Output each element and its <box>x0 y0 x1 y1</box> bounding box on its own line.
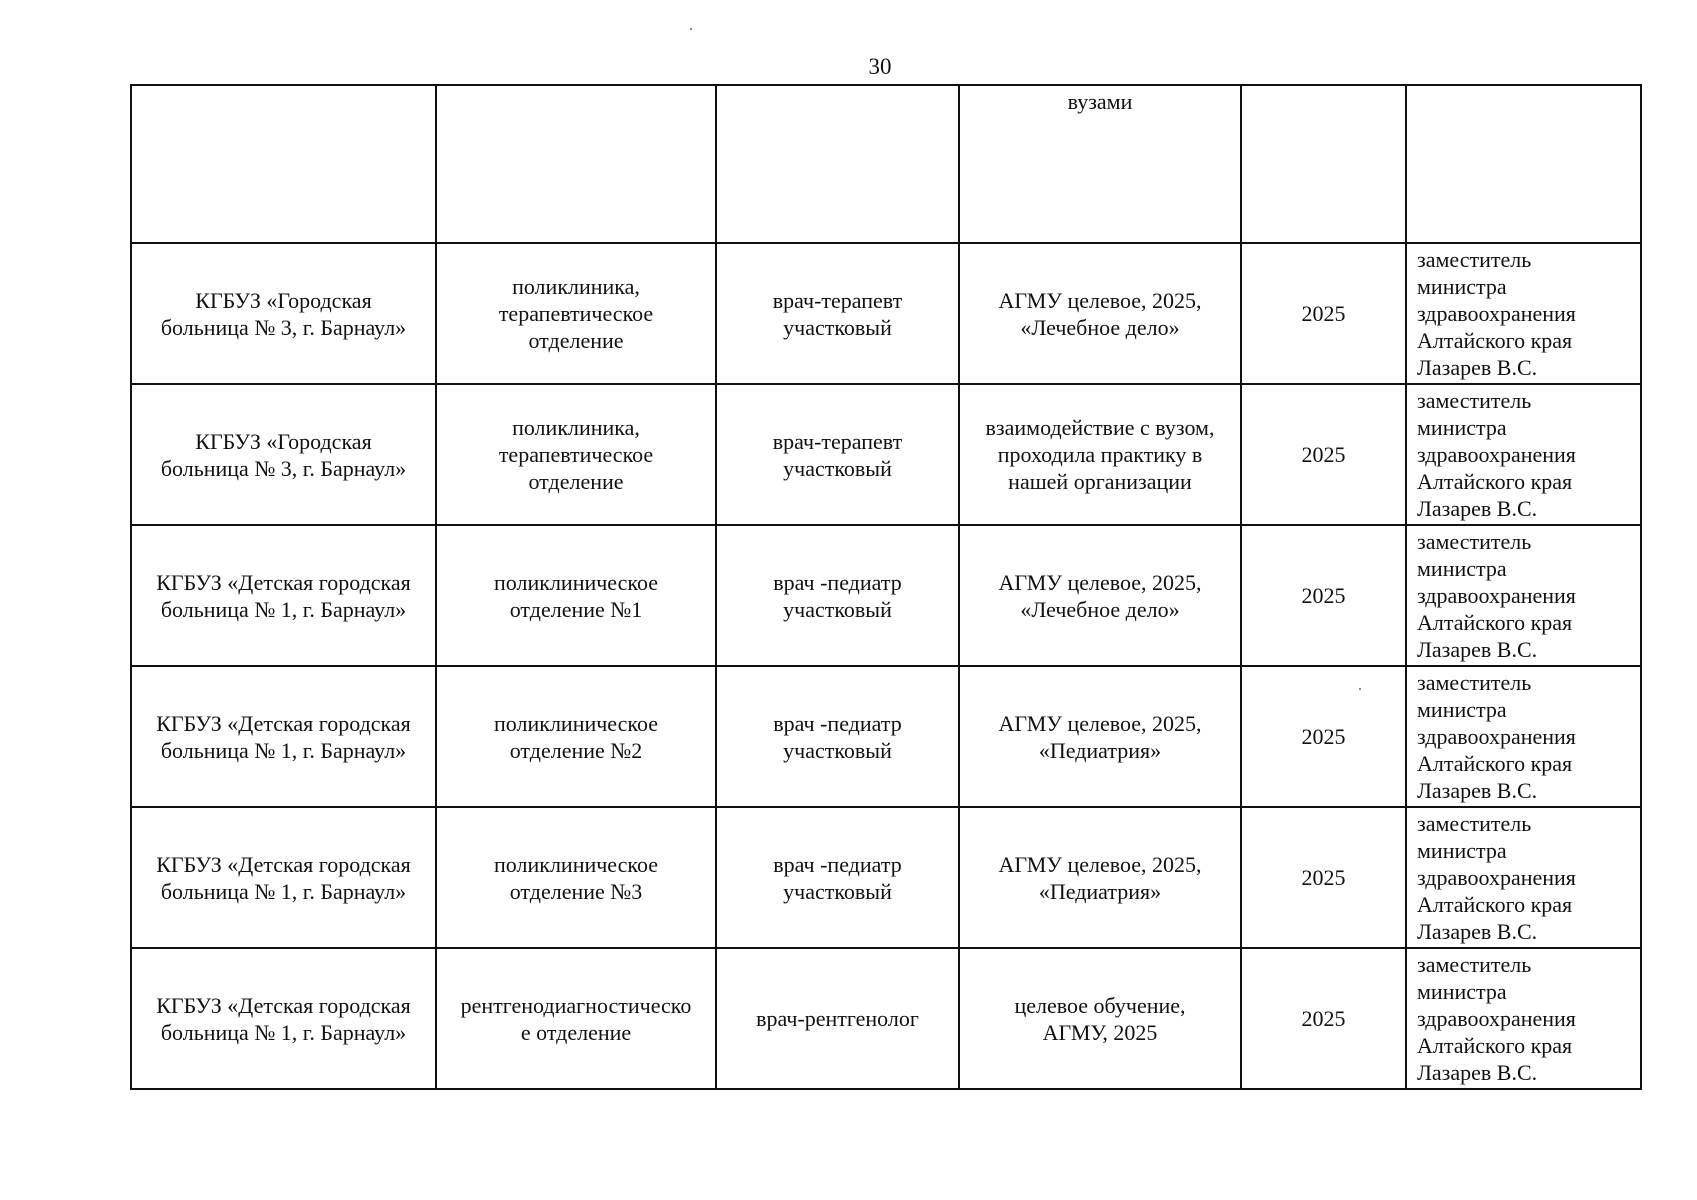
responsible-cell: заместитель министра здравоохранения Алтайского края Лазарев В.С. <box>1406 243 1641 384</box>
position-cell: врач -педиатр участковый <box>716 666 959 807</box>
position-cell: врач-терапевт участковый <box>716 243 959 384</box>
year-cell: 2025 <box>1241 948 1406 1089</box>
table-row <box>131 384 1641 525</box>
continuation-row <box>131 85 1641 243</box>
department-cell: рентгенодиагностическо е отделение <box>436 948 716 1089</box>
table-cell <box>716 85 959 243</box>
position-cell: врач -педиатр участковый <box>716 525 959 666</box>
organization-cell: КГБУЗ «Городская больница № 3, г. Барнаул» <box>131 384 436 525</box>
table-row <box>131 807 1641 948</box>
table-cell <box>436 85 716 243</box>
department-cell: поликлиника, терапевтическое отделение <box>436 384 716 525</box>
source-cell: взаимодействие с вузом, проходила практику в нашей организации <box>959 384 1241 525</box>
department-cell: поликлиническое отделение №2 <box>436 666 716 807</box>
organization-cell: КГБУЗ «Детская городская больница № 1, г. Барнаул» <box>131 525 436 666</box>
position-cell: врач-терапевт участковый <box>716 384 959 525</box>
table-row <box>131 243 1641 384</box>
page-number: 30 <box>868 54 892 79</box>
table-cell <box>131 85 436 243</box>
responsible-cell: заместитель министра здравоохранения Алтайского края Лазарев В.С. <box>1406 525 1641 666</box>
table-row <box>131 666 1641 807</box>
position-cell: врач -педиатр участковый <box>716 807 959 948</box>
organization-cell: КГБУЗ «Детская городская больница № 1, г. Барнаул» <box>131 666 436 807</box>
position-cell: врач-рентгенолог <box>716 948 959 1089</box>
year-cell: 2025 <box>1241 243 1406 384</box>
table-cell <box>1241 85 1406 243</box>
year-cell: 2025 <box>1241 807 1406 948</box>
organization-cell: КГБУЗ «Городская больница № 3, г. Барнаул» <box>131 243 436 384</box>
source-cell: АГМУ целевое, 2025, «Педиатрия» <box>959 666 1241 807</box>
scan-speck <box>690 28 692 30</box>
department-cell: поликлиническое отделение №3 <box>436 807 716 948</box>
table-row <box>131 525 1641 666</box>
source-cell: АГМУ целевое, 2025, «Лечебное дело» <box>959 243 1241 384</box>
source-cell: целевое обучение, АГМУ, 2025 <box>959 948 1241 1089</box>
source-cell: АГМУ целевое, 2025, «Педиатрия» <box>959 807 1241 948</box>
year-cell: 2025 <box>1241 666 1406 807</box>
responsible-cell: заместитель министра здравоохранения Алтайского края Лазарев В.С. <box>1406 948 1641 1089</box>
department-cell: поликлиника, терапевтическое отделение <box>436 243 716 384</box>
organization-cell: КГБУЗ «Детская городская больница № 1, г. Барнаул» <box>131 948 436 1089</box>
responsible-cell: заместитель министра здравоохранения Алтайского края Лазарев В.С. <box>1406 807 1641 948</box>
scan-speck <box>1359 688 1361 690</box>
table-cell: вузами <box>959 85 1241 243</box>
table-row <box>131 948 1641 1089</box>
responsible-cell: заместитель министра здравоохранения Алтайского края Лазарев В.С. <box>1406 384 1641 525</box>
table-cell <box>1406 85 1641 243</box>
responsible-cell: заместитель министра здравоохранения Алтайского края Лазарев В.С. <box>1406 666 1641 807</box>
department-cell: поликлиническое отделение №1 <box>436 525 716 666</box>
staffing-table <box>130 84 1642 1090</box>
organization-cell: КГБУЗ «Детская городская больница № 1, г. Барнаул» <box>131 807 436 948</box>
year-cell: 2025 <box>1241 525 1406 666</box>
year-cell: 2025 <box>1241 384 1406 525</box>
source-cell: АГМУ целевое, 2025, «Лечебное дело» <box>959 525 1241 666</box>
